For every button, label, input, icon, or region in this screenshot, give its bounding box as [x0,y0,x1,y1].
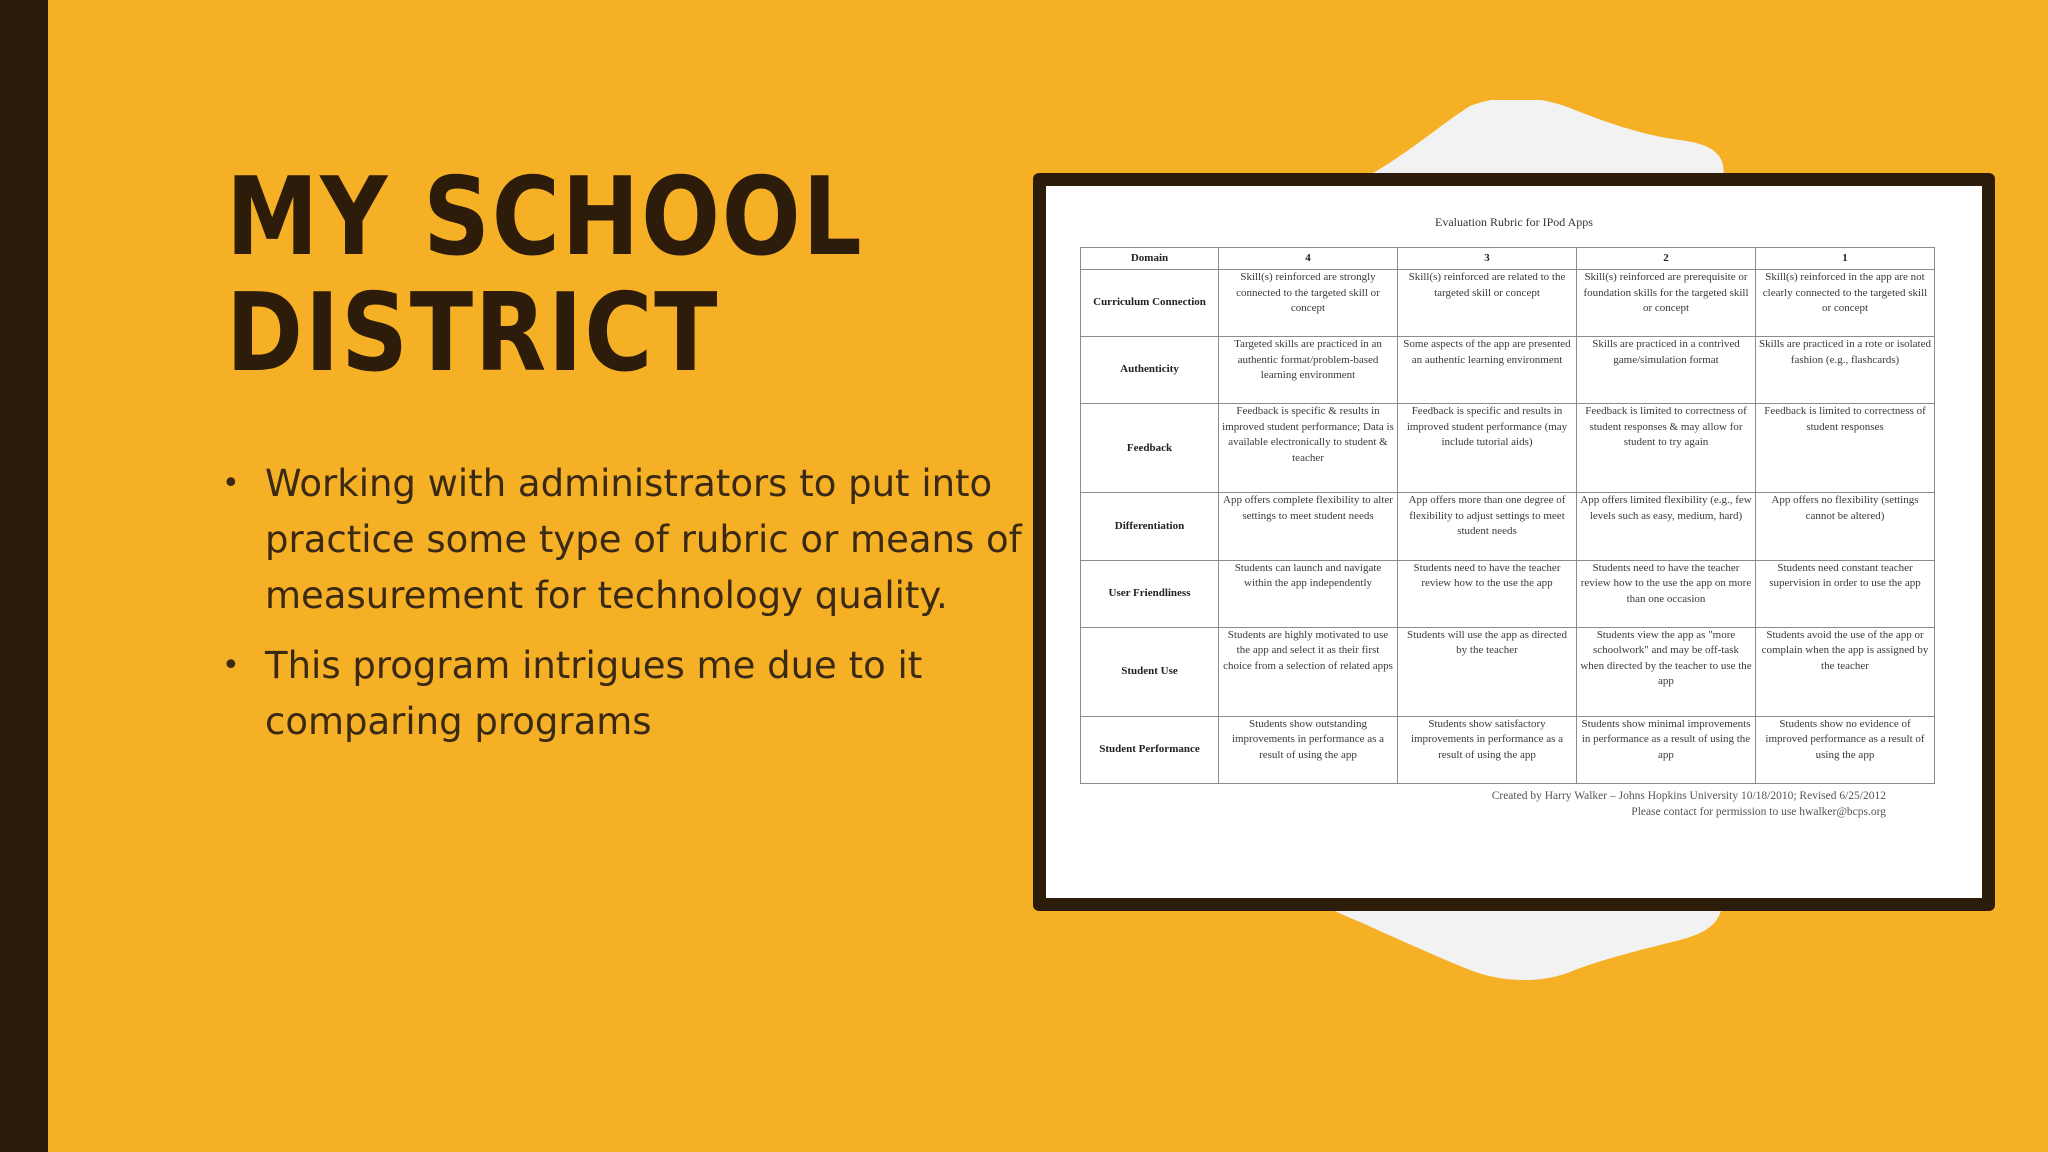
rubric-cell: Students will use the app as directed by the teacher [1398,627,1577,716]
rubric-cell: Students avoid the use of the app or complain when the app is assigned by the teacher [1756,627,1935,716]
rubric-domain-cell: Student Use [1081,627,1219,716]
rubric-cell: Skill(s) reinforced are strongly connected to the targeted skill or concept [1219,270,1398,337]
rubric-header-domain: Domain [1081,248,1219,270]
rubric-domain-cell: Differentiation [1081,493,1219,560]
table-row [1081,337,1935,404]
image-frame [1033,173,1995,911]
rubric-cell: Skill(s) reinforced in the app are not clearly connected to the targeted skill or concept [1756,270,1935,337]
rubric-domain-cell: Feedback [1081,404,1219,493]
rubric-cell: Students can launch and navigate within the app independently [1219,560,1398,627]
table-row [1081,270,1935,337]
rubric-cell: App offers more than one degree of flexibility to adjust settings to meet student needs [1398,493,1577,560]
rubric-cell: Skills are practiced in a rote or isolated fashion (e.g., flashcards) [1756,337,1935,404]
rubric-credit [1492,788,1886,820]
bullet-dot-icon: • [222,648,240,683]
rubric-header-score-1: 1 [1756,248,1935,270]
rubric-cell: Skill(s) reinforced are related to the targeted skill or concept [1398,270,1577,337]
rubric-cell: App offers limited flexibility (e.g., few levels such as easy, medium, hard) [1577,493,1756,560]
rubric-cell: Students view the app as "more schoolwork" and may be off-task when directed by the teacher to use the app [1577,627,1756,716]
rubric-header-row [1081,248,1935,270]
bullet-text: This program intrigues me due to it comparing programs [265,644,923,743]
rubric-cell: Feedback is specific and results in improved student performance (may include tutorial aids) [1398,404,1577,493]
bullet-text: Working with administrators to put into practice some type of rubric or means of measurement for technology quality. [265,462,1022,617]
rubric-cell: Students show satisfactory improvements in performance as a result of using the app [1398,716,1577,783]
rubric-cell: Targeted skills are practiced in an authentic format/problem-based learning environment [1219,337,1398,404]
rubric-domain-cell: Authenticity [1081,337,1219,404]
rubric-domain-cell: Student Performance [1081,716,1219,783]
table-row [1081,493,1935,560]
rubric-title: Evaluation Rubric for IPod Apps [1435,215,1593,229]
slide-title-line-1: MY SCHOOL [226,155,864,280]
rubric-cell: Students need constant teacher supervision in order to use the app [1756,560,1935,627]
rubric-cell: Feedback is specific & results in improved student performance; Data is available electronically to student & teacher [1219,404,1398,493]
rubric-document [1046,186,1982,898]
rubric-cell: Students need to have the teacher review how to the use the app [1398,560,1577,627]
rubric-cell: Students show minimal improvements in performance as a result of using the app [1577,716,1756,783]
rubric-header-score-3: 3 [1398,248,1577,270]
rubric-header-score-4: 4 [1219,248,1398,270]
rubric-header-score-2: 2 [1577,248,1756,270]
rubric-domain-cell: User Friendliness [1081,560,1219,627]
rubric-cell: Skill(s) reinforced are prerequisite or foundation skills for the targeted skill or concept [1577,270,1756,337]
table-row [1081,404,1935,493]
rubric-cell: Skills are practiced in a contrived game/simulation format [1577,337,1756,404]
bullet-list [220,456,1040,764]
slide-title [226,155,864,396]
rubric-credit-author: Created by Harry Walker – Johns Hopkins University 10/18/2010; Revised 6/25/2012 [1491,790,1886,802]
rubric-cell: App offers complete flexibility to alter settings to meet student needs [1219,493,1398,560]
rubric-cell: Students need to have the teacher review how to the use the app on more than one occasion [1577,560,1756,627]
rubric-domain-cell: Curriculum Connection [1081,270,1219,337]
rubric-cell: Students show no evidence of improved performance as a result of using the app [1756,716,1935,783]
bullet-dot-icon: • [222,466,240,501]
rubric-cell: App offers no flexibility (settings cannot be altered) [1756,493,1935,560]
bullet-item [220,456,1040,624]
accent-sidebar-bar [0,0,48,1152]
slide-title-line-2: DISTRICT [226,271,720,396]
table-row [1081,627,1935,716]
rubric-cell: Students are highly motivated to use the app and select it as their first choice from a selection of related apps [1219,627,1398,716]
rubric-table [1080,247,1935,784]
rubric-cell: Feedback is limited to correctness of student responses [1756,404,1935,493]
table-row [1081,716,1935,783]
rubric-cell: Feedback is limited to correctness of student responses & may allow for student to try again [1577,404,1756,493]
rubric-credit-permission: Please contact for permission to use hwalker@bcps.org [1631,806,1886,818]
rubric-cell: Students show outstanding improvements in performance as a result of using the app [1219,716,1398,783]
table-row [1081,560,1935,627]
rubric-cell: Some aspects of the app are presented an authentic learning environment [1398,337,1577,404]
bullet-item [220,638,1040,750]
